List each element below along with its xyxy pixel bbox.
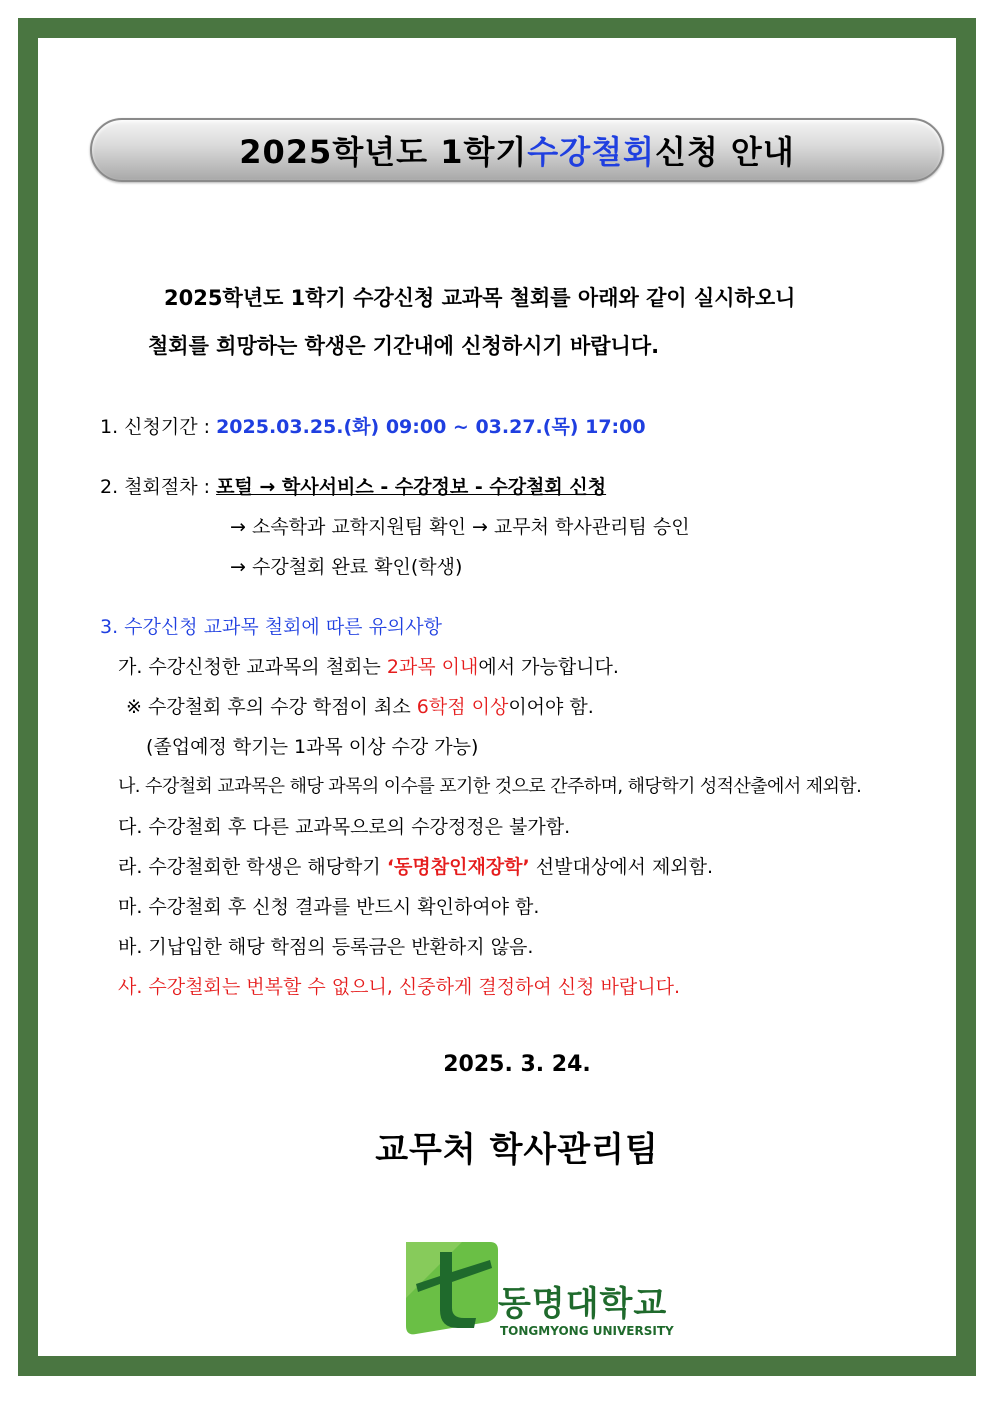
intro-paragraph <box>148 274 795 370</box>
notice-item-na: 나. 수강철회 교과목은 해당 과목의 이수를 포기한 것으로 간주하며, 해당학기 성적산출에서 제외함. <box>118 776 862 797</box>
notice-remark-text-end: 이어야 함. <box>508 696 594 718</box>
section-2-step-1: 포털 → 학사서비스 - 수강정보 - 수강철회 신청 <box>216 476 607 498</box>
title-text-before: 2025학년도 1학기 <box>239 133 528 171</box>
notice-item-ga <box>118 652 619 679</box>
issuing-team: 교무처 학사관리팀 <box>375 1130 659 1170</box>
section-2-procedure <box>100 472 606 499</box>
section-1-value: 2025.03.25.(화) 09:00 ~ 03.27.(목) 17:00 <box>216 416 646 438</box>
section-2-step-3: → 수강철회 완료 확인(학생) <box>230 556 463 578</box>
title-text-after: 신청 안내 <box>654 133 795 171</box>
notice-remark <box>126 692 594 719</box>
notice-ra-highlight: ‘동명참인재장학’ <box>386 856 530 878</box>
notice-item-ra <box>118 852 713 879</box>
notice-item-da: 다. 수강철회 후 다른 교과목으로의 수강정정은 불가함. <box>118 816 571 838</box>
notice-date: 2025. 3. 24. <box>443 1052 591 1077</box>
notice-remark-text: ※ 수강철회 후의 수강 학점이 최소 <box>126 696 417 718</box>
university-emblem-icon <box>402 1238 502 1338</box>
intro-line-1: 2025학년도 1학기 수강신청 교과목 철회를 아래와 같이 실시하오니 <box>164 286 796 310</box>
page-frame <box>18 18 976 1376</box>
university-logo <box>402 1238 674 1338</box>
notice-ra-text-end: 선발대상에서 제외함. <box>529 856 714 878</box>
section-2-step-2: → 소속학과 교학지원팀 확인 → 교무처 학사관리팀 승인 <box>230 516 690 538</box>
notice-item-ma: 마. 수강철회 후 신청 결과를 반드시 확인하여야 함. <box>118 896 540 918</box>
section-1-period <box>100 412 646 439</box>
section-2-label: 2. 철회절차 : <box>100 476 217 498</box>
notice-ga-text: 가. 수강신청한 교과목의 철회는 <box>118 656 387 678</box>
notice-item-ba: 바. 기납입한 해당 학점의 등록금은 반환하지 않음. <box>118 936 534 958</box>
notice-remark-sub: (졸업예정 학기는 1과목 이상 수강 가능) <box>146 736 479 758</box>
notice-ga-highlight: 2과목 이내 <box>386 656 479 678</box>
notice-ga-text-end: 에서 가능합니다. <box>478 656 619 678</box>
notice-item-sa: 사. 수강철회는 번복할 수 없으니, 신중하게 결정하여 신청 바랍니다. <box>118 976 680 998</box>
intro-line-2: 철회를 희망하는 학생은 기간내에 신청하시기 바랍니다. <box>148 334 660 358</box>
title-highlight: 수강철회 <box>527 133 655 171</box>
notice-remark-highlight: 6학점 이상 <box>416 696 509 718</box>
notice-ra-text: 라. 수강철회한 학생은 해당학기 <box>118 856 387 878</box>
section-3-heading: 3. 수강신청 교과목 철회에 따른 유의사항 <box>100 616 442 638</box>
section-1-label: 1. 신청기간 : <box>100 416 217 438</box>
logo-english-name: TONGMYONG UNIVERSITY <box>500 1324 674 1338</box>
title-banner <box>90 118 944 182</box>
logo-korean-name: 동명대학교 <box>498 1284 668 1324</box>
